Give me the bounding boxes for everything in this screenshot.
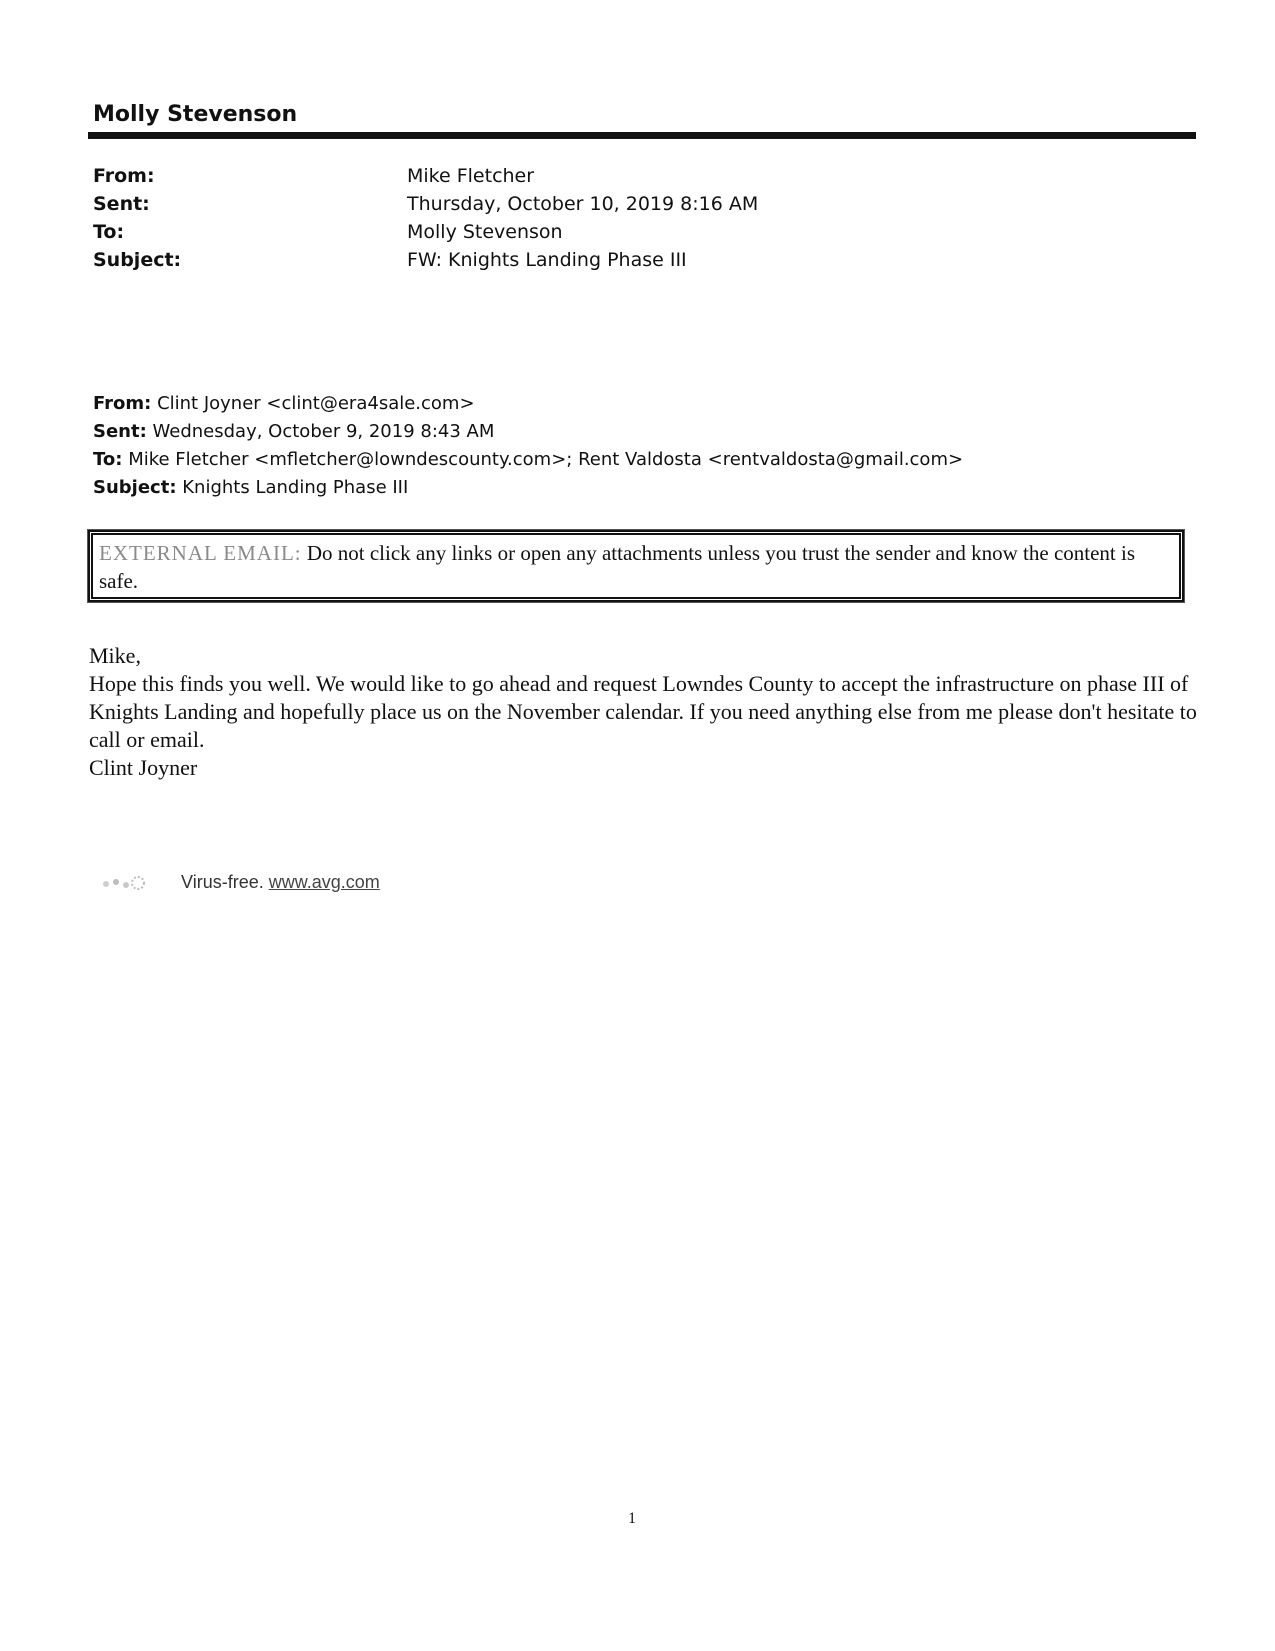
forwarded-to-label: To: xyxy=(93,449,123,470)
message-greeting: Mike, xyxy=(89,643,141,668)
header-value-subject: FW: Knights Landing Phase III xyxy=(407,249,687,271)
forwarded-to-value: Mike Fletcher <mfletcher@lowndescounty.com>; Rent Valdosta <rentvaldosta@gmail.com> xyxy=(128,449,964,470)
avg-logo-icon xyxy=(98,875,154,891)
forwarded-subject-row xyxy=(93,474,963,502)
forwarded-from-label: From: xyxy=(93,393,152,414)
header-label-to: To: xyxy=(93,221,125,243)
header-value-sent: Thursday, October 10, 2019 8:16 AM xyxy=(407,193,759,215)
page-number: 1 xyxy=(628,1510,636,1527)
header-label-from: From: xyxy=(93,165,155,187)
message-body xyxy=(89,642,1199,782)
forwarded-sent-value: Wednesday, October 9, 2019 8:43 AM xyxy=(152,421,495,442)
forwarded-subject-label: Subject: xyxy=(93,477,177,498)
header-label-sent: Sent: xyxy=(93,193,150,215)
header-divider xyxy=(88,132,1196,139)
header-value-from: Mike Fletcher xyxy=(407,165,535,187)
external-email-warning xyxy=(88,530,1184,602)
header-value-to: Molly Stevenson xyxy=(407,221,563,243)
forwarded-from-value: Clint Joyner <clint@era4sale.com> xyxy=(157,393,475,414)
external-email-text: Do not click any links or open any attachments unless you trust the sender and know the content is safe. xyxy=(99,541,1136,593)
message-signature: Clint Joyner xyxy=(89,755,198,780)
virus-free-footer xyxy=(98,872,380,893)
forwarded-subject-value: Knights Landing Phase III xyxy=(182,477,409,498)
mailbox-owner-name: Molly Stevenson xyxy=(93,102,298,127)
forwarded-sent-label: Sent: xyxy=(93,421,147,442)
header-label-subject: Subject: xyxy=(93,249,182,271)
message-paragraph: Hope this finds you well. We would like to go ahead and request Lowndes County to accept the infrastructure on phase III of Knights Landing and hopefully place us on the November calendar. If you need anything else from me please don't hesitate to call or email. xyxy=(89,671,1197,752)
external-email-label: EXTERNAL EMAIL: xyxy=(99,541,302,565)
forwarded-from-row xyxy=(93,390,963,418)
forwarded-to-row xyxy=(93,446,963,474)
avg-link[interactable]: www.avg.com xyxy=(268,872,380,892)
forwarded-header xyxy=(93,390,963,502)
forwarded-sent-row xyxy=(93,418,963,446)
virus-free-text: Virus-free. xyxy=(181,872,264,892)
